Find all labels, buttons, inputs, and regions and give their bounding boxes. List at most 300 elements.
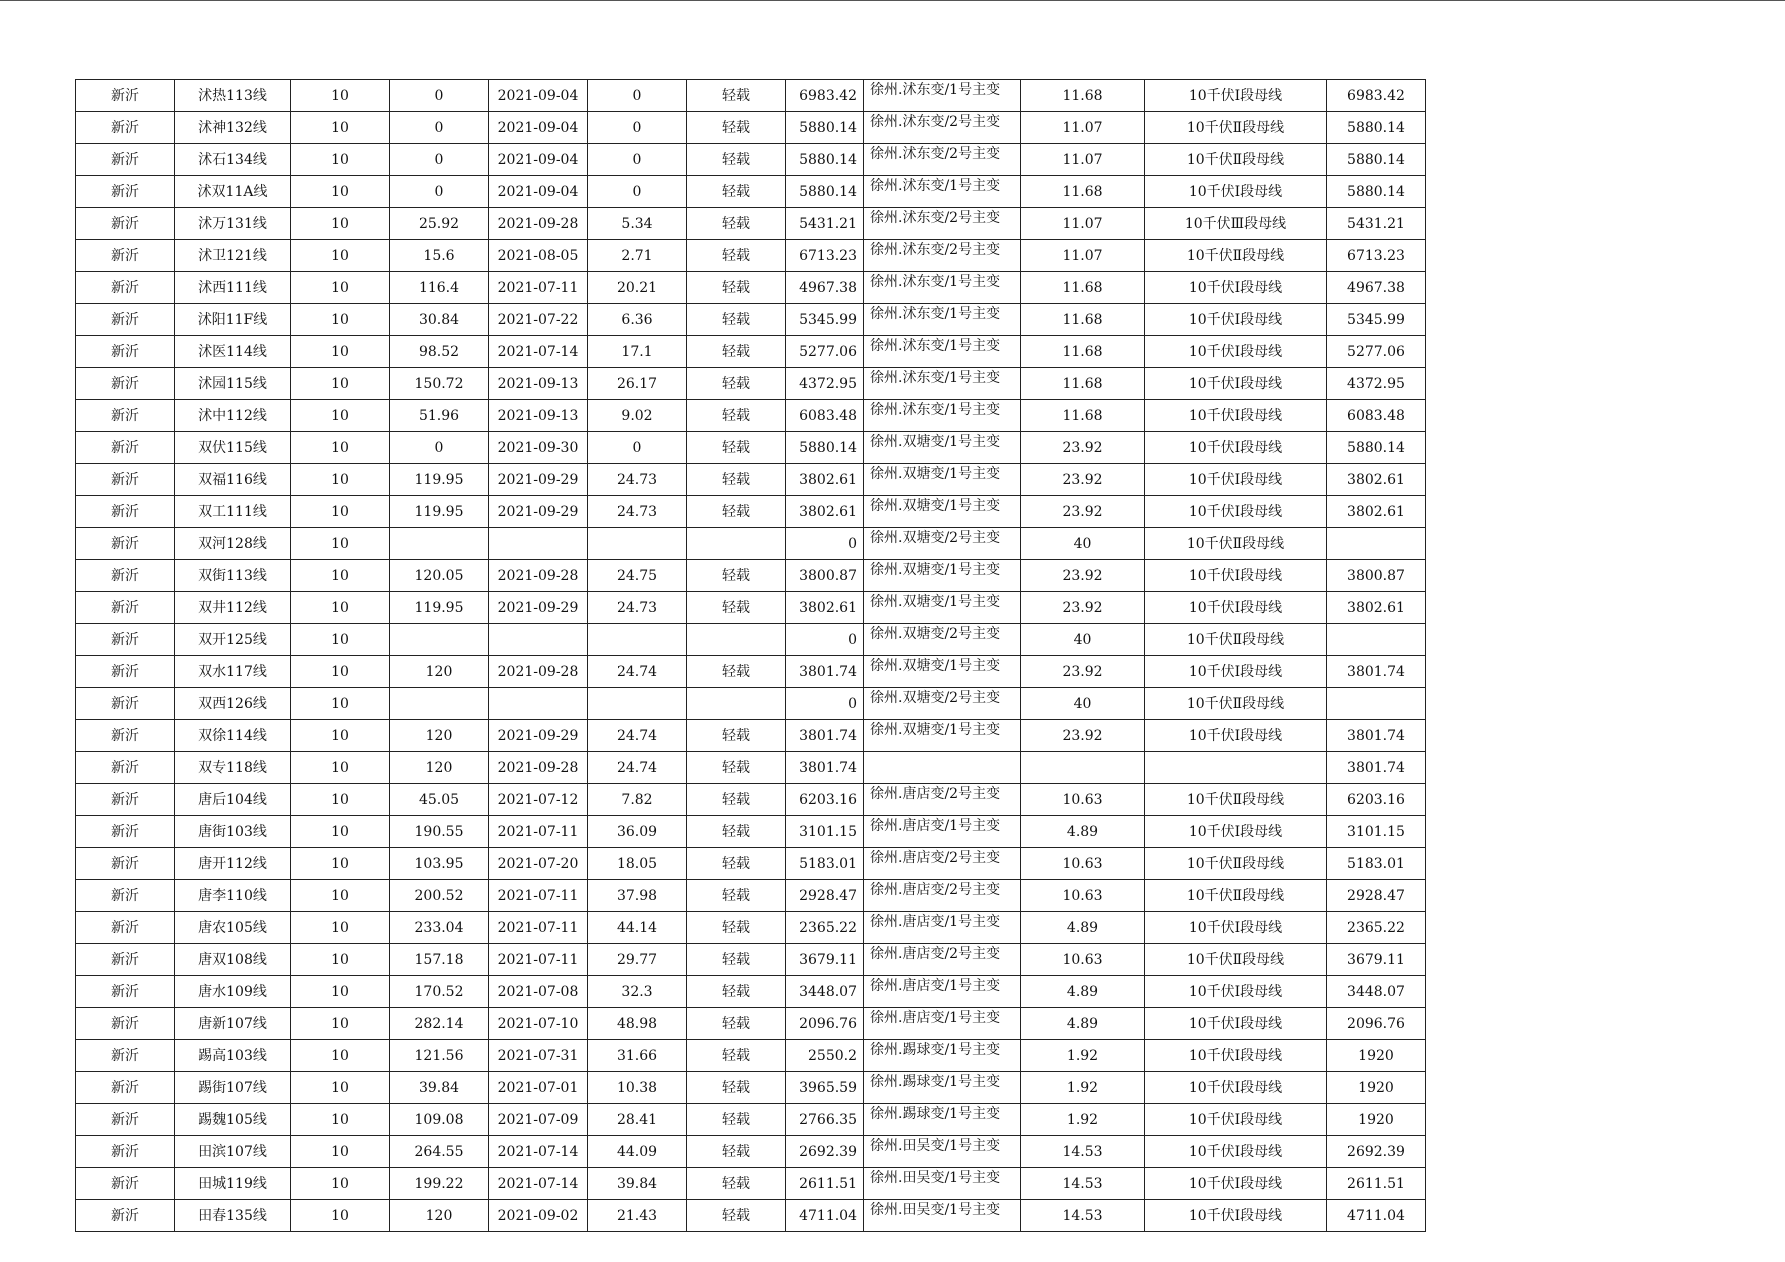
load-value-cell: 120.05: [390, 560, 489, 592]
load-rate-cell: 18.05: [588, 848, 687, 880]
load-rate-cell: 26.17: [588, 368, 687, 400]
load-value-cell: 120: [390, 656, 489, 688]
county-cell: 新沂: [76, 656, 175, 688]
transformer-load-cell: 10.63: [1021, 784, 1145, 816]
voltage-cell: 10: [291, 528, 390, 560]
transformer-load-cell: 40: [1021, 624, 1145, 656]
busbar-cell: 10千伏Ⅰ段母线: [1145, 912, 1327, 944]
load-status-cell: 轻载: [687, 112, 786, 144]
transformer-load-cell: 14.53: [1021, 1168, 1145, 1200]
substation-transformer-cell: 徐州.田吴变/1号主变: [864, 1136, 1021, 1168]
substation-transformer-cell: 徐州.双塘变/2号主变: [864, 624, 1021, 656]
feeder-name-cell: 双工111线: [175, 496, 291, 528]
county-cell: 新沂: [76, 784, 175, 816]
transformer-load-cell: 40: [1021, 528, 1145, 560]
transformer-load-cell: 11.07: [1021, 112, 1145, 144]
date-cell: 2021-07-31: [489, 1040, 588, 1072]
load-rate-cell: [588, 688, 687, 720]
load-value-cell: 190.55: [390, 816, 489, 848]
county-cell: 新沂: [76, 1168, 175, 1200]
transformer-load-cell: 23.92: [1021, 464, 1145, 496]
load-rate-cell: 44.14: [588, 912, 687, 944]
date-cell: 2021-09-30: [489, 432, 588, 464]
feeder-name-cell: 双福116线: [175, 464, 291, 496]
date-cell: [489, 688, 588, 720]
load-rate-cell: 0: [588, 176, 687, 208]
substation-transformer-cell: 徐州.田吴变/1号主变: [864, 1168, 1021, 1200]
feeder-name-cell: 唐双108线: [175, 944, 291, 976]
capacity-cell: 5183.01: [786, 848, 864, 880]
busbar-cell: 10千伏Ⅱ段母线: [1145, 944, 1327, 976]
table-row: [76, 1200, 1426, 1232]
capacity-cell: 6713.23: [786, 240, 864, 272]
date-cell: 2021-07-11: [489, 912, 588, 944]
load-value-cell: 200.52: [390, 880, 489, 912]
load-rate-cell: 5.34: [588, 208, 687, 240]
voltage-cell: 10: [291, 80, 390, 112]
county-cell: 新沂: [76, 368, 175, 400]
table-row: [76, 496, 1426, 528]
table-row: [76, 528, 1426, 560]
load-status-cell: 轻载: [687, 432, 786, 464]
load-status-cell: 轻载: [687, 880, 786, 912]
date-cell: 2021-07-22: [489, 304, 588, 336]
busbar-cell: 10千伏Ⅰ段母线: [1145, 1136, 1327, 1168]
available-capacity-cell: 5277.06: [1327, 336, 1426, 368]
county-cell: 新沂: [76, 400, 175, 432]
voltage-cell: 10: [291, 592, 390, 624]
substation-transformer-cell: 徐州.唐店变/1号主变: [864, 976, 1021, 1008]
capacity-cell: 3802.61: [786, 592, 864, 624]
substation-transformer-cell: 徐州.沭东变/1号主变: [864, 80, 1021, 112]
capacity-cell: 6983.42: [786, 80, 864, 112]
date-cell: 2021-09-29: [489, 592, 588, 624]
available-capacity-cell: 5880.14: [1327, 432, 1426, 464]
load-status-cell: 轻载: [687, 656, 786, 688]
substation-transformer-cell: 徐州.沭东变/1号主变: [864, 400, 1021, 432]
load-value-cell: 233.04: [390, 912, 489, 944]
feeder-name-cell: 双西126线: [175, 688, 291, 720]
date-cell: 2021-09-02: [489, 1200, 588, 1232]
load-value-cell: 30.84: [390, 304, 489, 336]
substation-transformer-cell: 徐州.双塘变/1号主变: [864, 560, 1021, 592]
available-capacity-cell: 2611.51: [1327, 1168, 1426, 1200]
voltage-cell: 10: [291, 432, 390, 464]
substation-transformer-cell: 徐州.唐店变/1号主变: [864, 912, 1021, 944]
transformer-load-cell: 11.07: [1021, 240, 1145, 272]
load-value-cell: 15.6: [390, 240, 489, 272]
feeder-name-cell: 双水117线: [175, 656, 291, 688]
load-value-cell: 0: [390, 112, 489, 144]
load-status-cell: 轻载: [687, 80, 786, 112]
voltage-cell: 10: [291, 1104, 390, 1136]
load-value-cell: 0: [390, 144, 489, 176]
voltage-cell: 10: [291, 1040, 390, 1072]
county-cell: 新沂: [76, 464, 175, 496]
substation-transformer-cell: 徐州.双塘变/1号主变: [864, 464, 1021, 496]
table-row: [76, 1040, 1426, 1072]
load-rate-cell: 24.74: [588, 720, 687, 752]
transformer-load-cell: 23.92: [1021, 592, 1145, 624]
transformer-load-cell: 4.89: [1021, 976, 1145, 1008]
busbar-cell: 10千伏Ⅰ段母线: [1145, 560, 1327, 592]
capacity-cell: 5880.14: [786, 432, 864, 464]
capacity-cell: 3801.74: [786, 752, 864, 784]
load-status-cell: 轻载: [687, 1136, 786, 1168]
table-row: [76, 240, 1426, 272]
transformer-load-cell: [1021, 752, 1145, 784]
table-row: [76, 1136, 1426, 1168]
capacity-cell: 5880.14: [786, 144, 864, 176]
table-row: [76, 912, 1426, 944]
load-status-cell: 轻载: [687, 144, 786, 176]
load-rate-cell: 24.75: [588, 560, 687, 592]
feeder-name-cell: 沭热113线: [175, 80, 291, 112]
voltage-cell: 10: [291, 560, 390, 592]
voltage-cell: 10: [291, 1168, 390, 1200]
voltage-cell: 10: [291, 240, 390, 272]
load-rate-cell: 24.74: [588, 656, 687, 688]
voltage-cell: 10: [291, 112, 390, 144]
available-capacity-cell: 3101.15: [1327, 816, 1426, 848]
load-value-cell: 39.84: [390, 1072, 489, 1104]
table-row: [76, 432, 1426, 464]
capacity-cell: 5431.21: [786, 208, 864, 240]
county-cell: 新沂: [76, 528, 175, 560]
transformer-load-cell: 11.68: [1021, 80, 1145, 112]
busbar-cell: 10千伏Ⅰ段母线: [1145, 432, 1327, 464]
load-status-cell: 轻载: [687, 176, 786, 208]
load-value-cell: 0: [390, 432, 489, 464]
voltage-cell: 10: [291, 1136, 390, 1168]
busbar-cell: 10千伏Ⅰ段母线: [1145, 1104, 1327, 1136]
load-rate-cell: 44.09: [588, 1136, 687, 1168]
available-capacity-cell: 5880.14: [1327, 144, 1426, 176]
busbar-cell: 10千伏Ⅰ段母线: [1145, 1040, 1327, 1072]
load-status-cell: 轻载: [687, 944, 786, 976]
feeder-name-cell: 双街113线: [175, 560, 291, 592]
busbar-cell: 10千伏Ⅰ段母线: [1145, 304, 1327, 336]
busbar-cell: 10千伏Ⅰ段母线: [1145, 816, 1327, 848]
table-row: [76, 112, 1426, 144]
feeder-name-cell: 唐农105线: [175, 912, 291, 944]
substation-transformer-cell: 徐州.沭东变/1号主变: [864, 336, 1021, 368]
load-status-cell: 轻载: [687, 1040, 786, 1072]
county-cell: 新沂: [76, 432, 175, 464]
transformer-load-cell: 4.89: [1021, 912, 1145, 944]
county-cell: 新沂: [76, 944, 175, 976]
available-capacity-cell: 5345.99: [1327, 304, 1426, 336]
date-cell: 2021-07-11: [489, 816, 588, 848]
load-rate-cell: 20.21: [588, 272, 687, 304]
date-cell: 2021-09-04: [489, 80, 588, 112]
date-cell: 2021-09-04: [489, 144, 588, 176]
load-rate-cell: 0: [588, 432, 687, 464]
load-value-cell: 150.72: [390, 368, 489, 400]
date-cell: 2021-07-14: [489, 1168, 588, 1200]
load-value-cell: 119.95: [390, 592, 489, 624]
load-status-cell: 轻载: [687, 1200, 786, 1232]
date-cell: 2021-07-11: [489, 272, 588, 304]
date-cell: 2021-09-28: [489, 752, 588, 784]
load-rate-cell: 37.98: [588, 880, 687, 912]
county-cell: 新沂: [76, 624, 175, 656]
capacity-cell: 4967.38: [786, 272, 864, 304]
load-status-cell: 轻载: [687, 1168, 786, 1200]
date-cell: 2021-09-29: [489, 720, 588, 752]
voltage-cell: 10: [291, 816, 390, 848]
busbar-cell: 10千伏Ⅰ段母线: [1145, 1072, 1327, 1104]
load-value-cell: [390, 528, 489, 560]
available-capacity-cell: 3679.11: [1327, 944, 1426, 976]
capacity-cell: 5880.14: [786, 176, 864, 208]
available-capacity-cell: 6983.42: [1327, 80, 1426, 112]
available-capacity-cell: 1920: [1327, 1040, 1426, 1072]
substation-transformer-cell: 徐州.双塘变/2号主变: [864, 688, 1021, 720]
feeder-name-cell: 沭石134线: [175, 144, 291, 176]
feeder-name-cell: 沭西111线: [175, 272, 291, 304]
feeder-name-cell: 沭双11A线: [175, 176, 291, 208]
substation-transformer-cell: 徐州.唐店变/2号主变: [864, 784, 1021, 816]
load-rate-cell: 39.84: [588, 1168, 687, 1200]
table-row: [76, 976, 1426, 1008]
load-value-cell: [390, 688, 489, 720]
table-row: [76, 304, 1426, 336]
load-status-cell: [687, 624, 786, 656]
busbar-cell: 10千伏Ⅰ段母线: [1145, 1168, 1327, 1200]
substation-transformer-cell: 徐州.沭东变/2号主变: [864, 144, 1021, 176]
substation-transformer-cell: 徐州.唐店变/1号主变: [864, 816, 1021, 848]
county-cell: 新沂: [76, 240, 175, 272]
county-cell: 新沂: [76, 848, 175, 880]
voltage-cell: 10: [291, 976, 390, 1008]
table-row: [76, 944, 1426, 976]
available-capacity-cell: 3802.61: [1327, 592, 1426, 624]
voltage-cell: 10: [291, 944, 390, 976]
load-status-cell: [687, 528, 786, 560]
date-cell: 2021-07-14: [489, 1136, 588, 1168]
busbar-cell: [1145, 752, 1327, 784]
capacity-cell: 3801.74: [786, 720, 864, 752]
transformer-load-cell: 11.68: [1021, 400, 1145, 432]
capacity-cell: 3679.11: [786, 944, 864, 976]
available-capacity-cell: 2928.47: [1327, 880, 1426, 912]
busbar-cell: 10千伏Ⅰ段母线: [1145, 336, 1327, 368]
voltage-cell: 10: [291, 912, 390, 944]
table-body: [76, 80, 1426, 1232]
capacity-cell: 0: [786, 624, 864, 656]
capacity-cell: 2928.47: [786, 880, 864, 912]
feeder-name-cell: 双井112线: [175, 592, 291, 624]
transformer-load-cell: 11.07: [1021, 208, 1145, 240]
transformer-load-cell: 23.92: [1021, 560, 1145, 592]
load-status-cell: 轻载: [687, 784, 786, 816]
voltage-cell: 10: [291, 464, 390, 496]
available-capacity-cell: 6713.23: [1327, 240, 1426, 272]
table-row: [76, 1072, 1426, 1104]
feeder-name-cell: 踢街107线: [175, 1072, 291, 1104]
load-status-cell: 轻载: [687, 208, 786, 240]
date-cell: 2021-09-04: [489, 112, 588, 144]
capacity-cell: 3965.59: [786, 1072, 864, 1104]
date-cell: 2021-09-28: [489, 560, 588, 592]
load-status-cell: 轻载: [687, 816, 786, 848]
load-value-cell: [390, 624, 489, 656]
capacity-cell: 5880.14: [786, 112, 864, 144]
load-value-cell: 109.08: [390, 1104, 489, 1136]
busbar-cell: 10千伏Ⅰ段母线: [1145, 656, 1327, 688]
busbar-cell: 10千伏Ⅰ段母线: [1145, 976, 1327, 1008]
capacity-cell: 2766.35: [786, 1104, 864, 1136]
county-cell: 新沂: [76, 176, 175, 208]
table-row: [76, 272, 1426, 304]
capacity-cell: 3802.61: [786, 464, 864, 496]
transformer-load-cell: 14.53: [1021, 1200, 1145, 1232]
feeder-name-cell: 踢高103线: [175, 1040, 291, 1072]
date-cell: 2021-07-10: [489, 1008, 588, 1040]
voltage-cell: 10: [291, 624, 390, 656]
voltage-cell: 10: [291, 304, 390, 336]
transformer-load-cell: 10.63: [1021, 848, 1145, 880]
load-status-cell: 轻载: [687, 272, 786, 304]
substation-transformer-cell: 徐州.唐店变/2号主变: [864, 880, 1021, 912]
available-capacity-cell: 4372.95: [1327, 368, 1426, 400]
load-rate-cell: 2.71: [588, 240, 687, 272]
available-capacity-cell: 4967.38: [1327, 272, 1426, 304]
capacity-cell: 4372.95: [786, 368, 864, 400]
table-row: [76, 560, 1426, 592]
busbar-cell: 10千伏Ⅱ段母线: [1145, 144, 1327, 176]
county-cell: 新沂: [76, 1200, 175, 1232]
county-cell: 新沂: [76, 592, 175, 624]
table-row: [76, 400, 1426, 432]
voltage-cell: 10: [291, 208, 390, 240]
transformer-load-cell: 14.53: [1021, 1136, 1145, 1168]
voltage-cell: 10: [291, 880, 390, 912]
feeder-name-cell: 唐街103线: [175, 816, 291, 848]
available-capacity-cell: 1920: [1327, 1072, 1426, 1104]
load-rate-cell: 0: [588, 144, 687, 176]
table-row: [76, 784, 1426, 816]
load-status-cell: 轻载: [687, 304, 786, 336]
load-status-cell: 轻载: [687, 368, 786, 400]
load-rate-cell: 6.36: [588, 304, 687, 336]
capacity-cell: 3801.74: [786, 656, 864, 688]
feeder-name-cell: 双开125线: [175, 624, 291, 656]
feeder-name-cell: 踢魏105线: [175, 1104, 291, 1136]
voltage-cell: 10: [291, 496, 390, 528]
county-cell: 新沂: [76, 752, 175, 784]
date-cell: 2021-07-01: [489, 1072, 588, 1104]
voltage-cell: 10: [291, 400, 390, 432]
busbar-cell: 10千伏Ⅱ段母线: [1145, 624, 1327, 656]
voltage-cell: 10: [291, 1200, 390, 1232]
load-value-cell: 25.92: [390, 208, 489, 240]
county-cell: 新沂: [76, 720, 175, 752]
busbar-cell: 10千伏Ⅰ段母线: [1145, 80, 1327, 112]
voltage-cell: 10: [291, 848, 390, 880]
load-status-cell: 轻载: [687, 912, 786, 944]
county-cell: 新沂: [76, 976, 175, 1008]
table-row: [76, 1168, 1426, 1200]
voltage-cell: 10: [291, 272, 390, 304]
voltage-cell: 10: [291, 1008, 390, 1040]
table-row: [76, 656, 1426, 688]
date-cell: 2021-07-09: [489, 1104, 588, 1136]
county-cell: 新沂: [76, 1136, 175, 1168]
load-rate-cell: 0: [588, 112, 687, 144]
load-status-cell: 轻载: [687, 336, 786, 368]
county-cell: 新沂: [76, 144, 175, 176]
substation-transformer-cell: 徐州.双塘变/1号主变: [864, 720, 1021, 752]
substation-transformer-cell: 徐州.双塘变/1号主变: [864, 656, 1021, 688]
feeder-name-cell: 沭阳11F线: [175, 304, 291, 336]
load-status-cell: 轻载: [687, 1008, 786, 1040]
capacity-cell: 4711.04: [786, 1200, 864, 1232]
date-cell: 2021-07-12: [489, 784, 588, 816]
substation-transformer-cell: [864, 752, 1021, 784]
load-value-cell: 45.05: [390, 784, 489, 816]
available-capacity-cell: 3801.74: [1327, 656, 1426, 688]
table-row: [76, 624, 1426, 656]
load-rate-cell: 32.3: [588, 976, 687, 1008]
county-cell: 新沂: [76, 560, 175, 592]
busbar-cell: 10千伏Ⅰ段母线: [1145, 368, 1327, 400]
substation-transformer-cell: 徐州.田吴变/1号主变: [864, 1200, 1021, 1232]
transformer-load-cell: 10.63: [1021, 944, 1145, 976]
capacity-cell: 2550.2: [786, 1040, 864, 1072]
date-cell: 2021-07-08: [489, 976, 588, 1008]
load-status-cell: 轻载: [687, 848, 786, 880]
feeder-name-cell: 沭园115线: [175, 368, 291, 400]
date-cell: 2021-07-11: [489, 880, 588, 912]
capacity-cell: 6083.48: [786, 400, 864, 432]
load-status-cell: 轻载: [687, 560, 786, 592]
table-row: [76, 592, 1426, 624]
county-cell: 新沂: [76, 688, 175, 720]
substation-transformer-cell: 徐州.沭东变/1号主变: [864, 304, 1021, 336]
transformer-load-cell: 23.92: [1021, 656, 1145, 688]
voltage-cell: 10: [291, 368, 390, 400]
load-value-cell: 282.14: [390, 1008, 489, 1040]
table-row: [76, 720, 1426, 752]
transformer-load-cell: 23.92: [1021, 496, 1145, 528]
table-row: [76, 880, 1426, 912]
available-capacity-cell: 4711.04: [1327, 1200, 1426, 1232]
busbar-cell: 10千伏Ⅱ段母线: [1145, 240, 1327, 272]
table-row: [76, 1008, 1426, 1040]
substation-transformer-cell: 徐州.沭东变/2号主变: [864, 112, 1021, 144]
available-capacity-cell: 6203.16: [1327, 784, 1426, 816]
load-status-cell: 轻载: [687, 592, 786, 624]
load-status-cell: 轻载: [687, 976, 786, 1008]
busbar-cell: 10千伏Ⅰ段母线: [1145, 1008, 1327, 1040]
county-cell: 新沂: [76, 1104, 175, 1136]
feeder-name-cell: 田春135线: [175, 1200, 291, 1232]
load-rate-cell: 17.1: [588, 336, 687, 368]
load-value-cell: 51.96: [390, 400, 489, 432]
date-cell: 2021-09-13: [489, 368, 588, 400]
date-cell: 2021-09-04: [489, 176, 588, 208]
load-rate-cell: 24.73: [588, 592, 687, 624]
substation-transformer-cell: 徐州.沭东变/1号主变: [864, 176, 1021, 208]
load-rate-cell: 28.41: [588, 1104, 687, 1136]
transformer-load-cell: 11.07: [1021, 144, 1145, 176]
capacity-cell: 2611.51: [786, 1168, 864, 1200]
transformer-load-cell: 23.92: [1021, 720, 1145, 752]
transformer-load-cell: 11.68: [1021, 368, 1145, 400]
load-value-cell: 120: [390, 720, 489, 752]
